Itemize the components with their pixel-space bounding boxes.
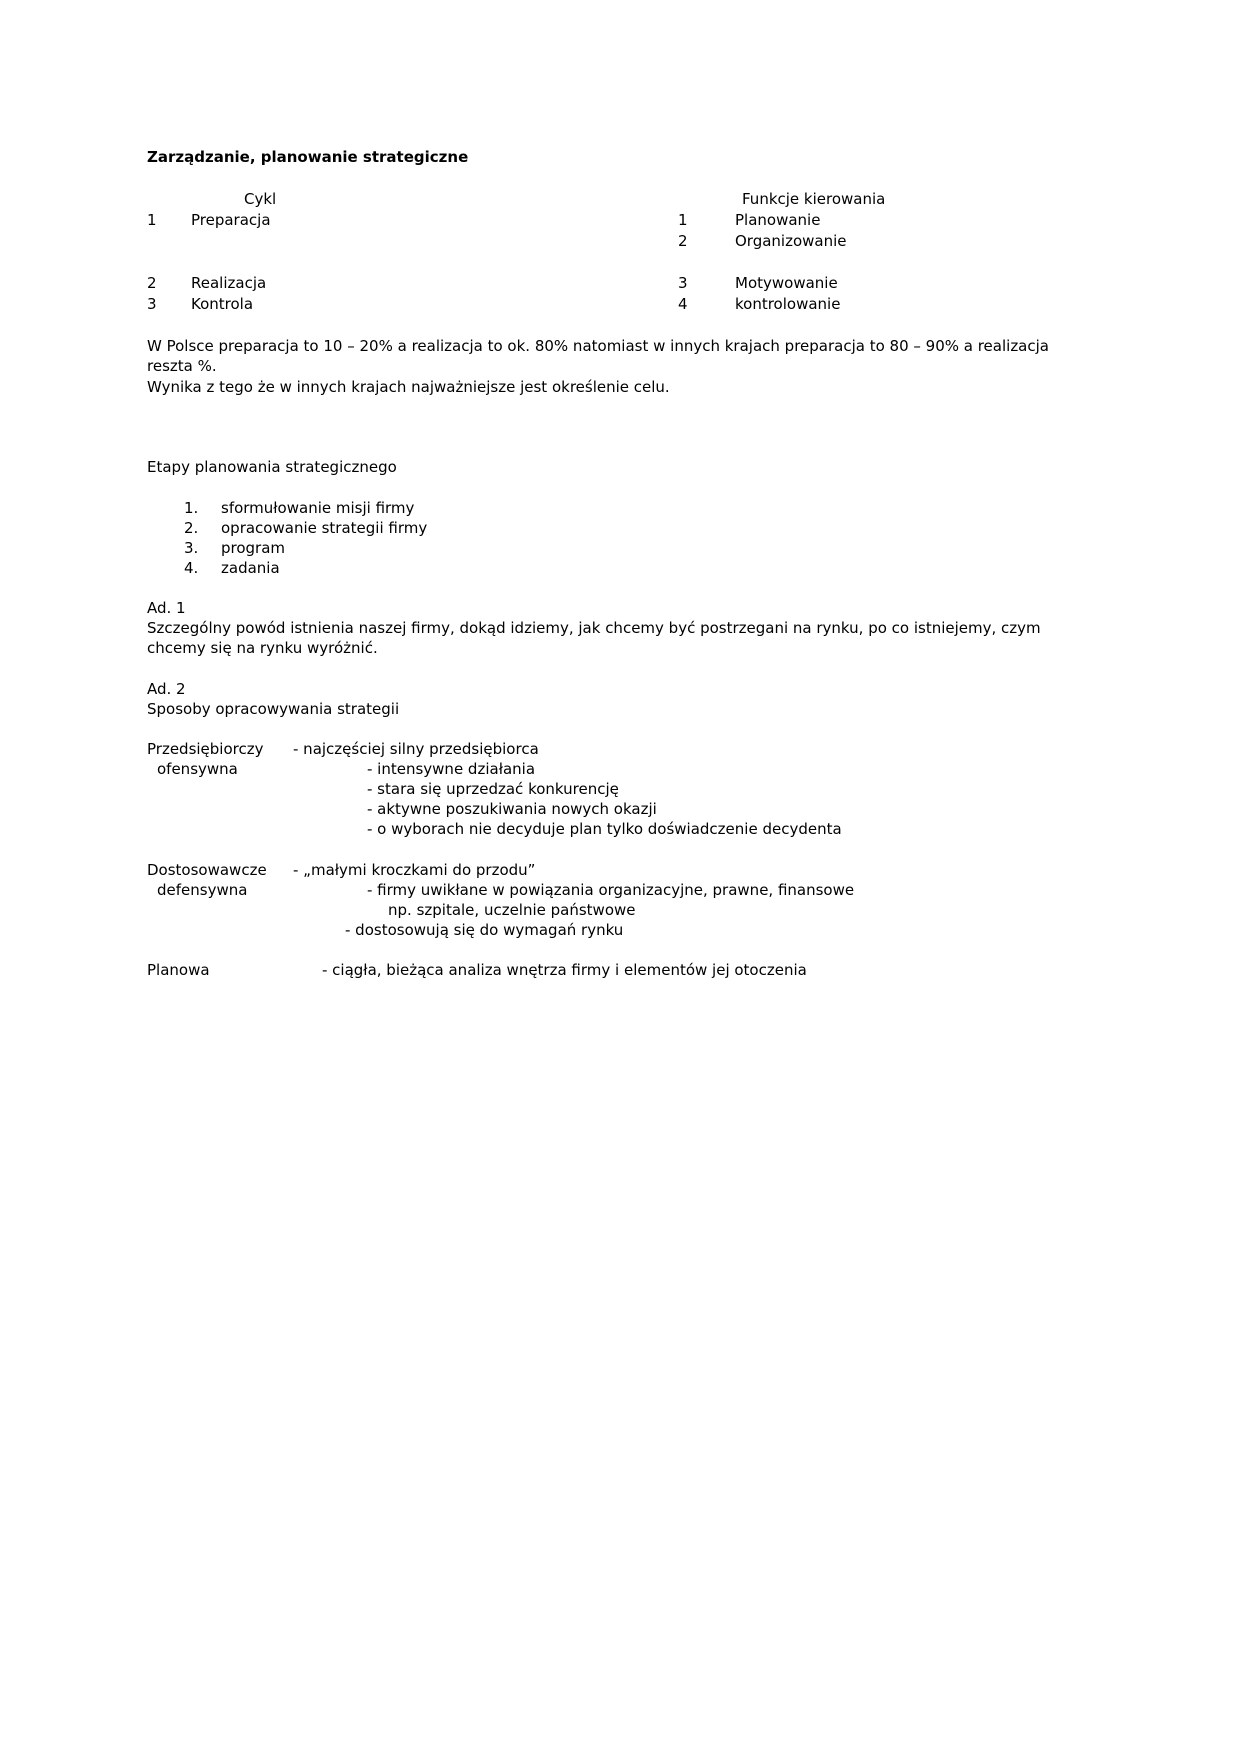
stage-num: 1. (184, 499, 199, 517)
document-title: Zarządzanie, planowanie strategiczne (147, 148, 469, 166)
strategy-line: - „małymi kroczkami do przodu” (293, 861, 536, 879)
strategy-line: - najczęściej silny przedsiębiorca (293, 740, 539, 758)
functions-header: Funkcje kierowania (742, 190, 886, 208)
strategy-name: Planowa (147, 961, 210, 979)
stage-num: 2. (184, 519, 199, 537)
function-item-num: 3 (678, 274, 688, 292)
strategy-name: Dostosowawcze (147, 861, 267, 879)
cycle-item-label: Kontrola (191, 295, 254, 313)
strategy-subtype: ofensywna (157, 760, 238, 778)
strategy-line: - intensywne działania (367, 760, 536, 778)
stage-label: opracowanie strategii firmy (221, 519, 428, 537)
stage-num: 4. (184, 559, 199, 577)
paragraph: Wynika z tego że w innych krajach najważniejsze jest określenie celu. (147, 378, 670, 396)
function-item-num: 2 (678, 232, 688, 250)
stage-label: sformułowanie misji firmy (221, 499, 415, 517)
ad1-text: Szczególny powód istnienia naszej firmy, dokąd idziemy, jak chcemy być postrzegani na rynku, po co istniejemy, czym chcemy się na rynku wyróżnić. (147, 619, 1041, 657)
function-item-label: Motywowanie (735, 274, 838, 292)
paragraph: W Polsce preparacja to 10 – 20% a realizacja to ok. 80% natomiast w innych krajach preparacja to 80 – 90% a realizacja reszta %. (147, 337, 1049, 375)
strategy-line: - aktywne poszukiwania nowych okazji (367, 800, 657, 818)
cycle-item-num: 2 (147, 274, 157, 292)
strategy-line: - o wyborach nie decyduje plan tylko doświadczenie decydenta (367, 820, 842, 838)
strategy-line: - stara się uprzedzać konkurencję (367, 780, 619, 798)
function-item-num: 4 (678, 295, 688, 313)
strategy-line: - dostosowują się do wymagań rynku (345, 921, 624, 939)
strategy-line: np. szpitale, uczelnie państwowe (388, 901, 636, 919)
stage-label: program (221, 539, 286, 557)
stage-label: zadania (221, 559, 280, 577)
cycle-item-num: 3 (147, 295, 157, 313)
stage-num: 3. (184, 539, 199, 557)
ad2-heading: Ad. 2 (147, 680, 186, 698)
cycle-item-label: Realizacja (191, 274, 267, 292)
strategy-name: Przedsiębiorczy (147, 740, 264, 758)
function-item-num: 1 (678, 211, 688, 229)
strategy-line: - ciągła, bieżąca analiza wnętrza firmy i elementów jej otoczenia (322, 961, 807, 979)
stages-heading: Etapy planowania strategicznego (147, 458, 397, 476)
strategy-line: - firmy uwikłane w powiązania organizacyjne, prawne, finansowe (367, 881, 855, 899)
function-item-label: Planowanie (735, 211, 821, 229)
function-item-label: kontrolowanie (735, 295, 841, 313)
ad2-subheading: Sposoby opracowywania strategii (147, 700, 400, 718)
strategy-subtype: defensywna (157, 881, 248, 899)
cycle-item-label: Preparacja (191, 211, 271, 229)
cycle-item-num: 1 (147, 211, 157, 229)
function-item-label: Organizowanie (735, 232, 847, 250)
cycle-header: Cykl (244, 190, 277, 208)
ad1-heading: Ad. 1 (147, 599, 186, 617)
